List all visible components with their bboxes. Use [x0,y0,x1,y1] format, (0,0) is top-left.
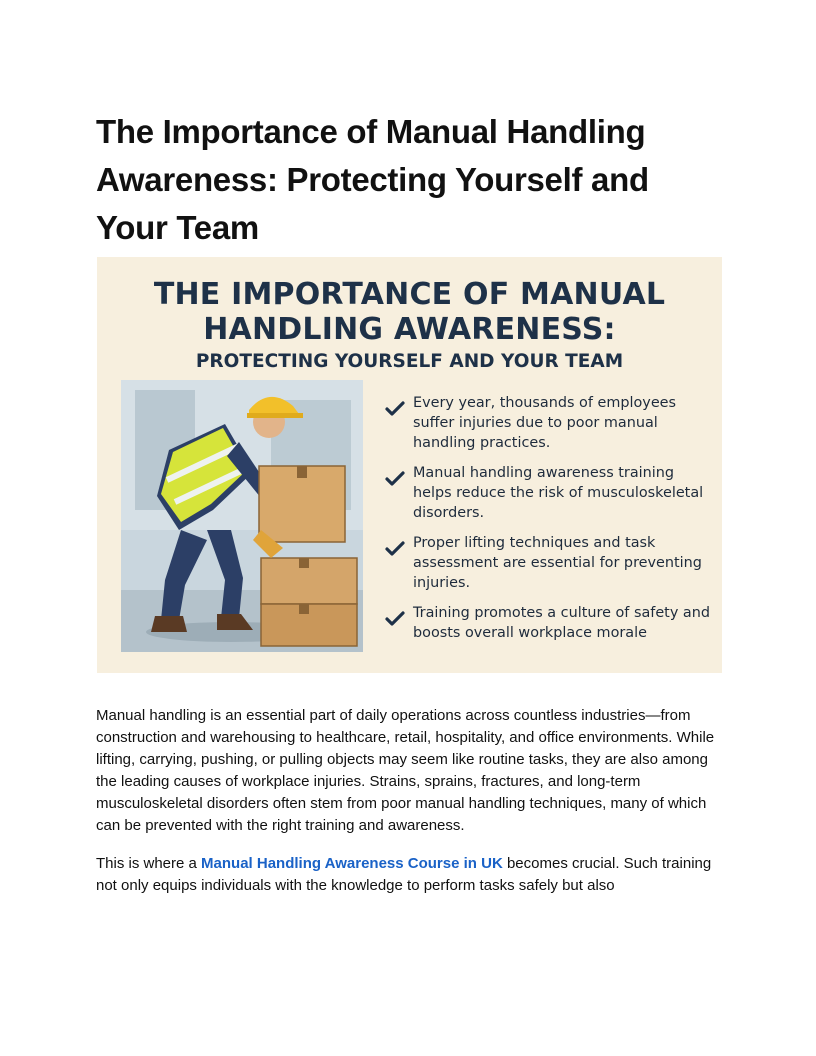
key-point [381,603,711,643]
key-point [381,533,711,593]
key-point [381,393,711,453]
hero-title-line-2: HANDLING AWARENESS: [203,312,616,347]
hero-infographic [97,257,722,673]
paragraph-text: becomes crucial. Such training not only equips individuals with the knowledge to perform tasks safely but also [96,855,712,894]
paragraph-text: This is where a [96,855,202,872]
course-link[interactable]: Manual Handling Awareness Course in UK [201,855,503,872]
key-point-text: Manual handling awareness training helps reduce the risk of musculoskeletal disorders. [413,465,704,521]
check-icon [385,611,405,627]
article-body [96,705,726,913]
hero-subtitle: PROTECTING YOURSELF AND YOUR TEAM [195,351,624,372]
key-point-text: Proper lifting techniques and task assessment are essential for preventing injuries. [413,535,702,591]
check-icon [385,401,405,417]
article-header [96,108,726,252]
check-icon [385,471,405,487]
body-paragraph [96,853,726,897]
key-point [381,463,711,523]
page-title: The Importance of Manual Handling Awareness: Protecting Yourself and Your Team [96,113,649,246]
key-point-text: Training promotes a culture of safety and boosts overall workplace morale [413,605,710,641]
hero-title-line-1: THE IMPORTANCE OF MANUAL [153,277,666,312]
key-points-list [381,393,711,653]
body-paragraph: Manual handling is an essential part of daily operations across countless industries—from construction and warehousing to healthcare, retail, hospitality, and office environments. While lifting, carrying, pushing, or pulling objects may seem like routine tasks, they are also among the leading causes of workplace injuries. Strains, sprains, fractures, and long-term musculoskeletal disorders often stem from poor manual handling techniques, many of which can be prevented with the right training and awareness. [96,707,715,834]
check-icon [385,541,405,557]
key-point-text: Every year, thousands of employees suffer injuries due to poor manual handling practices. [413,395,677,451]
worker-lifting-box-illustration [121,380,363,652]
